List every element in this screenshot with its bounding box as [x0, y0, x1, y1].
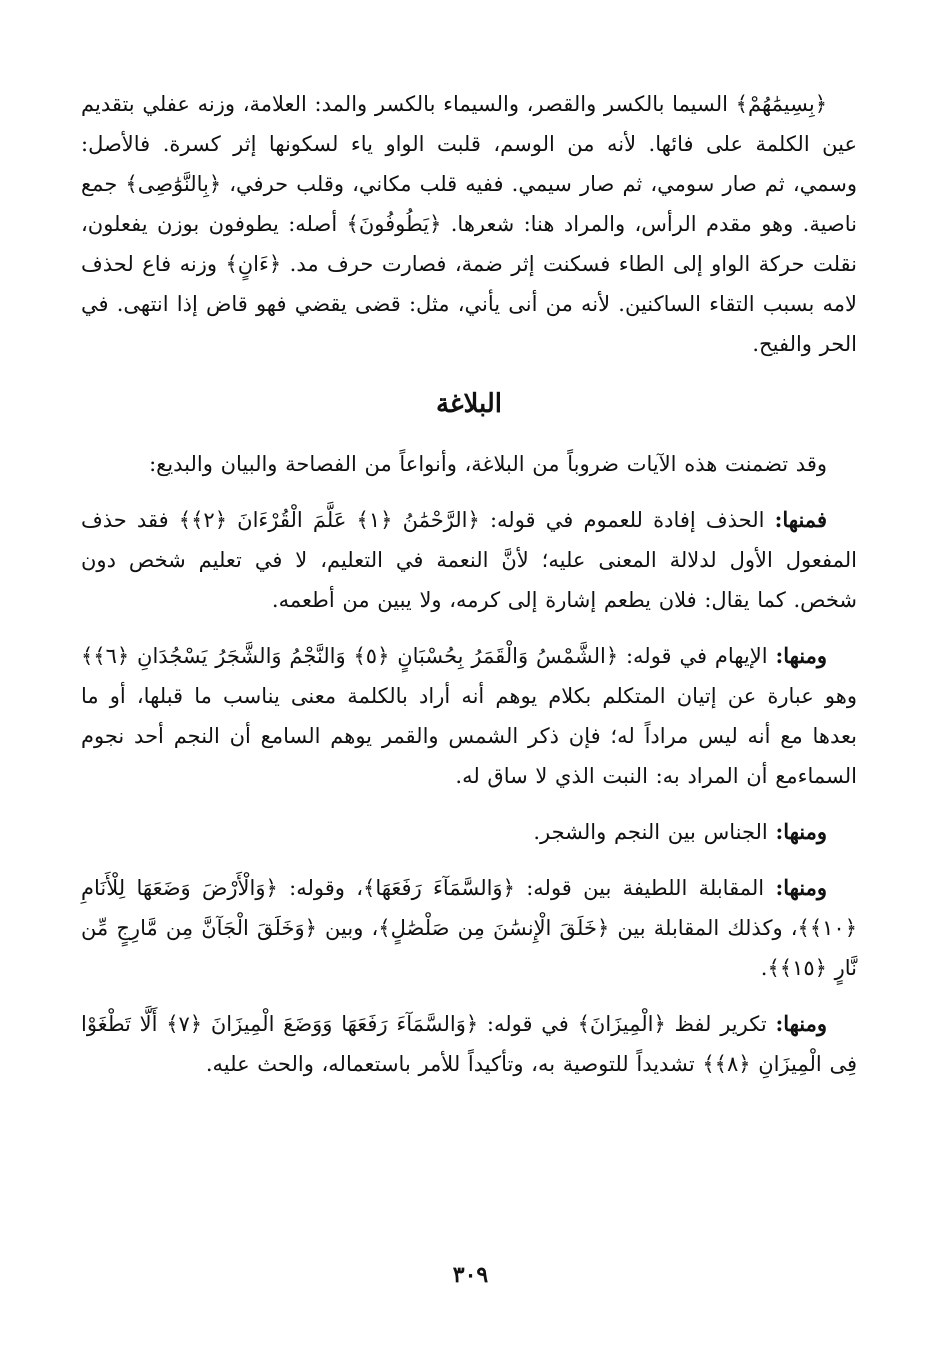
rhetoric-item-repetition [81, 1004, 857, 1084]
item-lead: فمنها: [774, 507, 827, 532]
page-body [81, 84, 857, 1100]
item-lead: ومنها: [775, 1011, 827, 1036]
item-text: المقابلة اللطيفة بين قوله: ﴿وَالسَّمَآءَ رَفَعَهَا﴾، وقوله: ﴿وَالْأَرْضَ وَضَعَهَا لِلْأَنَامِ ﴿١٠﴾﴾، وكذلك المقابلة بين ﴿خَلَقَ الْإِنسَٰنَ مِن صَلْصَٰلٍ﴾، وبين ﴿وَخَلَقَ الْجَآنَّ مِن مَّارِجٍ مِّن نَّارٍ ﴿١٥﴾﴾. [81, 876, 857, 980]
item-text: الجناس بين النجم والشجر. [533, 820, 768, 844]
item-lead: ومنها: [775, 875, 827, 900]
page-number: ٣٠٩ [452, 1262, 489, 1288]
item-lead: ومنها: [775, 819, 827, 844]
item-text: تكرير لفظ ﴿الْمِيزَانَ﴾ في قوله: ﴿وَالسَّمَآءَ رَفَعَهَا وَوَضَعَ الْمِيزَانَ ﴿٧﴾ أَلَّا تَطْغَوْا فِى الْمِيزَانِ ﴿٨﴾﴾ تشديداً للتوصية به، وتأكيداً للأمر باستعماله، والحث عليه. [81, 1012, 857, 1076]
rhetoric-item-antithesis [81, 868, 857, 988]
rhetoric-item-ellipsis [81, 500, 857, 620]
item-text: الحذف إفادة للعموم في قوله: ﴿الرَّحْمَٰنُ ﴿١﴾ عَلَّمَ الْقُرْءَانَ ﴿٢﴾﴾ فقد حذف المفعول الأول لدلالة المعنى عليه؛ لأنَّ النعمة في التعليم، لا في تعليم شخص دون شخص. كما يقال: فلان يطعم إشارة إلى كرمه، ولا يبين من أطعمه. [81, 508, 857, 612]
paragraph-morphology: ﴿بِسِيمَٰهُمْ﴾ السيما بالكسر والقصر، والسيماء بالكسر والمد: العلامة، وزنه عفلي بتقديم عين الكلمة على فائها. لأنه من الوسم، قلبت الواو ياء لسكونها إثر كسرة. فالأصل: وسمي، ثم صار سومي، ثم صار سيمي. ففيه قلب مكاني، وقلب حرفي، ﴿بِالنَّوَٰصِى﴾ جمع ناصية. وهو مقدم الرأس، والمراد هنا: شعرها. ﴿يَطُوفُونَ﴾ أصله: يطوفون بوزن يفعلون، نقلت حركة الواو إلى الطاء فسكنت إثر ضمة، فصارت حرف مد. ﴿ءَانٍ﴾ وزنه فاع لحذف لامه بسبب التقاء الساكنين. لأنه من أنى يأني، مثل: قضى يقضي فهو قاض إذا انتهى. في الحر والفيح. [81, 92, 857, 356]
rhetoric-item-ambiguity [81, 636, 857, 796]
paragraph-intro: وقد تضمنت هذه الآيات ضروباً من البلاغة، وأنواعاً من الفصاحة والبيان والبديع: [149, 452, 827, 476]
item-text: الإيهام في قوله: ﴿الشَّمْسُ وَالْقَمَرُ بِحُسْبَانٍ ﴿٥﴾ وَالنَّجْمُ وَالشَّجَرُ يَسْجُدَانِ ﴿٦﴾﴾ وهو عبارة عن إتيان المتكلم بكلام يوهم أنه أراد بالكلمة معنى يناسب ما قبلها، أو ما بعدها مع أنه ليس مراداً له؛ فإن ذكر الشمس والقمر يوهم السامع أن النجم أحد نجوم السماءمع أن المراد به: النبت الذي لا ساق له. [81, 644, 857, 788]
rhetoric-item-paronomasia [81, 812, 857, 852]
section-heading: البلاغة [435, 389, 503, 419]
item-lead: ومنها: [775, 643, 827, 668]
